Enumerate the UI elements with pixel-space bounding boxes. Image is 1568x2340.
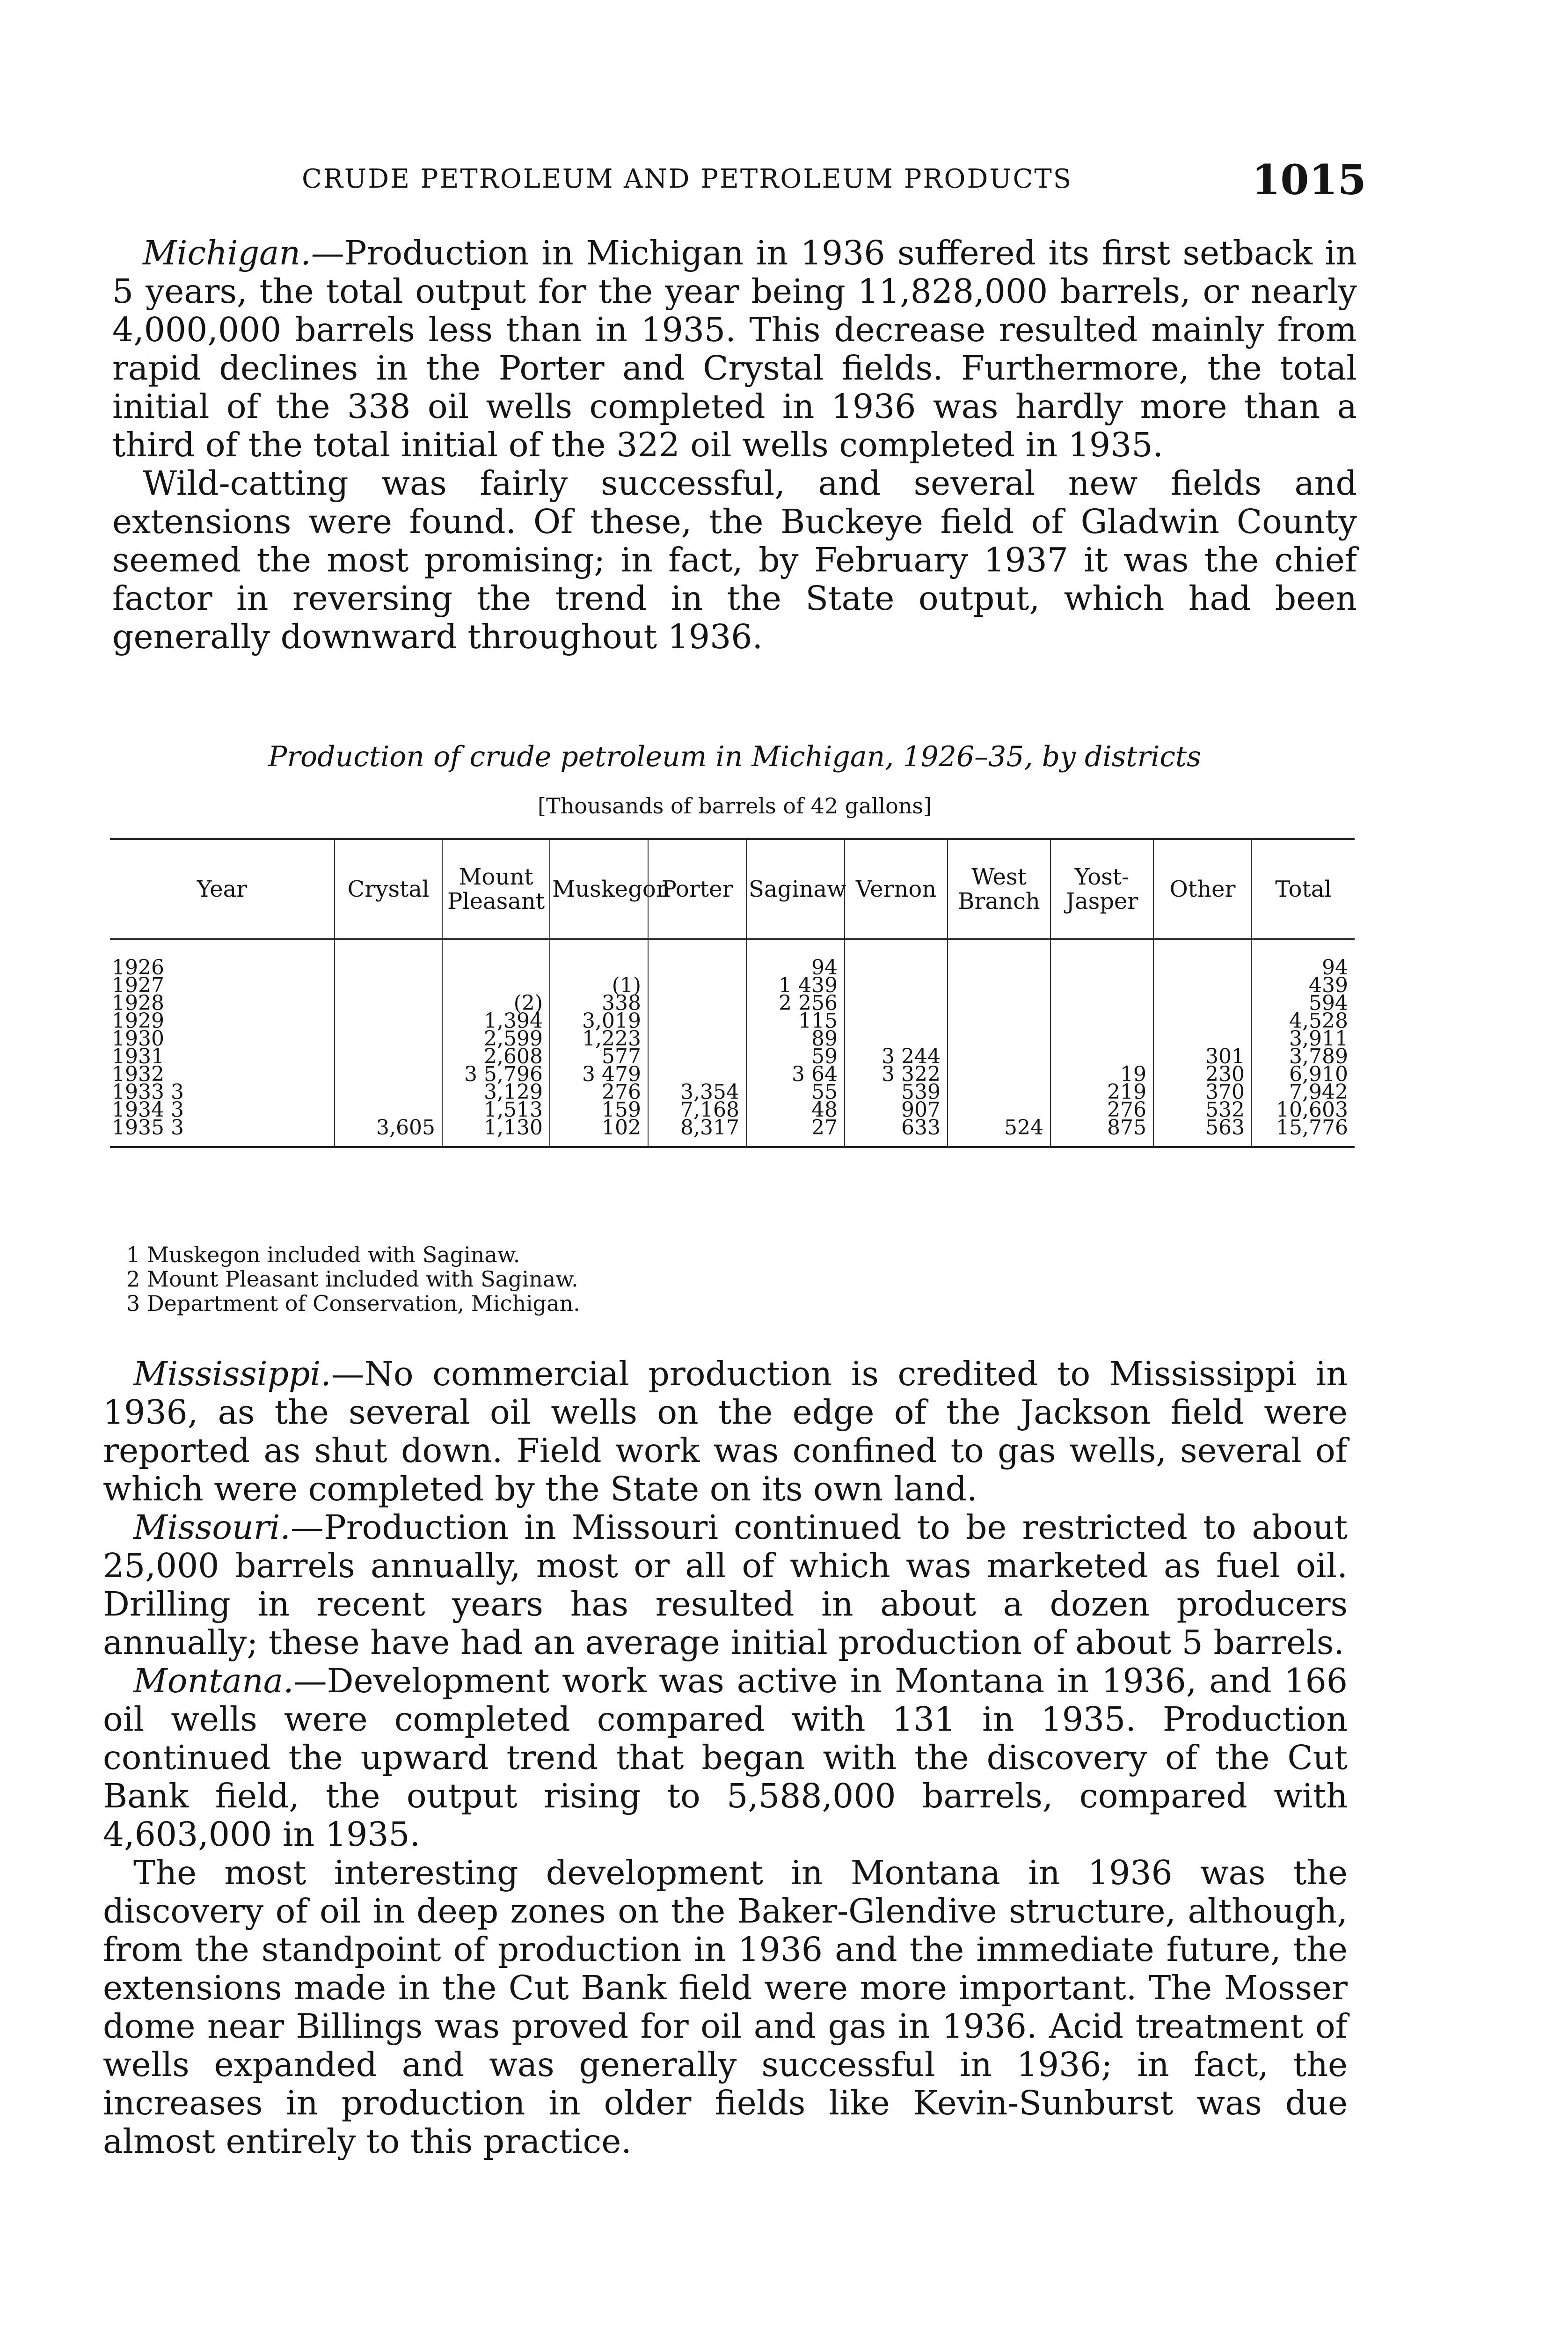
table-cell: 276 <box>550 1083 648 1101</box>
table-cell <box>948 939 1050 977</box>
table-row <box>110 995 1355 1012</box>
table-cell <box>845 939 948 977</box>
table-cell <box>648 995 746 1012</box>
table-cell: 3 244 <box>845 1048 948 1066</box>
table-cell: 1,130 <box>442 1119 550 1147</box>
table-cell <box>335 1030 442 1048</box>
table-cell: 1 439 <box>746 977 845 995</box>
table-cell <box>550 939 648 977</box>
table-cell: 1930 <box>112 1027 164 1051</box>
table-cell <box>335 995 442 1012</box>
table-row <box>110 1119 1355 1147</box>
table-row <box>110 1048 1355 1066</box>
state-heading: Mississippi. <box>133 1354 331 1393</box>
table-cell: 3 5,796 <box>442 1066 550 1083</box>
col-header-yost-jasper: Yost-Jasper <box>1050 839 1153 940</box>
col-header-west-branch: West Branch <box>948 839 1050 940</box>
table-cell: 3 479 <box>550 1066 648 1083</box>
table-cell: 3,789 <box>1252 1048 1355 1066</box>
table-cell <box>1153 995 1252 1012</box>
table-cell: 594 <box>1252 995 1355 1012</box>
table-cell: 3,605 <box>335 1119 442 1147</box>
paragraph-text: Wild-catting was fairly successful, and several new fields and extensions were found. Of these, the Buckeye field of Gladwin County seemed the most promising; in fact, by February 1937 it was the chief factor in reversing the trend in the State output, which had been generally downward throughout 1936. <box>112 464 1357 656</box>
table-cell: 59 <box>746 1048 845 1066</box>
table-cell: 19 <box>1050 1066 1153 1083</box>
table-cell <box>335 1066 442 1083</box>
table-cell <box>1050 1030 1153 1048</box>
table-header-row <box>110 839 1355 940</box>
paragraph-montana-development <box>103 1854 1348 2161</box>
table-cell: 1934 3 <box>112 1098 184 1122</box>
table-cell <box>845 977 948 995</box>
table-cell <box>845 995 948 1012</box>
table-cell: 8,317 <box>648 1119 746 1147</box>
table-cell <box>1050 939 1153 977</box>
table-row <box>110 1030 1355 1048</box>
table-cell <box>335 977 442 995</box>
table-cell: 577 <box>550 1048 648 1066</box>
table-cell: 4,528 <box>1252 1012 1355 1030</box>
table-cell: 439 <box>1252 977 1355 995</box>
table-cell: 7,168 <box>648 1101 746 1119</box>
table-cell <box>1153 977 1252 995</box>
table-caption: Production of crude petroleum in Michigan, 1926–35, by districts <box>268 740 1201 773</box>
table-cell <box>648 1012 746 1030</box>
table-cell: 89 <box>746 1030 845 1048</box>
table-cell: (1) <box>550 977 648 995</box>
col-header-saginaw: Saginaw <box>746 839 845 940</box>
table-cell <box>335 1012 442 1030</box>
table-cell: 15,776 <box>1252 1119 1355 1147</box>
table-cell: 370 <box>1153 1083 1252 1101</box>
table-cell: 539 <box>845 1083 948 1101</box>
table-cell <box>845 1012 948 1030</box>
table-cell: 875 <box>1050 1119 1153 1147</box>
table-cell <box>948 977 1050 995</box>
col-header-other: Other <box>1153 839 1252 940</box>
paragraph-text: —Production in Michigan in 1936 suffered its first setback in 5 years, the total output for the year being 11,828,000 barrels, or nearly 4,000,000 barrels less than in 1935. This decrease resulted mainly from rapid declines in the Porter and Crystal fields. Furthermore, the total initial of the 338 oil wells completed in 1936 was hardly more than a third of the total initial of the 322 oil wells completed in 1935. <box>112 234 1357 464</box>
table-cell: 3,129 <box>442 1083 550 1101</box>
state-heading: Michigan. <box>143 234 311 272</box>
col-header-porter: Porter <box>648 839 746 940</box>
table-footnotes <box>126 1243 580 1316</box>
paragraph-text: —Production in Missouri continued to be restricted to about 25,000 barrels annually, most or all of which was marketed as fuel oil. Drilling in recent years has resulted in about a dozen producers annually; these have had an average initial production of about 5 barrels. <box>103 1508 1348 1662</box>
table-cell: 1935 3 <box>110 1119 335 1147</box>
table-cell: 301 <box>1153 1048 1252 1066</box>
table-cell <box>948 1030 1050 1048</box>
table-cell <box>1050 1012 1153 1030</box>
table-cell: 1926 <box>112 956 164 980</box>
running-title: CRUDE PETROLEUM AND PETROLEUM PRODUCTS <box>302 164 1073 194</box>
table-cell <box>335 939 442 977</box>
table-cell: 1,223 <box>550 1030 648 1048</box>
table-cell: 115 <box>746 1012 845 1030</box>
footnote: 2 Mount Pleasant included with Saginaw. <box>126 1266 578 1292</box>
table-cell <box>442 939 550 977</box>
table-cell <box>648 977 746 995</box>
paragraph-michigan <box>112 234 1357 464</box>
table-cell: 563 <box>1153 1119 1252 1147</box>
table-cell <box>648 1048 746 1066</box>
table-cell: 2,599 <box>442 1030 550 1048</box>
table-cell <box>948 1048 1050 1066</box>
table-cell: 1932 <box>112 1062 164 1086</box>
production-table <box>110 838 1355 1148</box>
table-cell: 159 <box>550 1101 648 1119</box>
page-number: 1015 <box>1252 155 1366 204</box>
table-cell: 3 322 <box>845 1066 948 1083</box>
paragraph-montana <box>103 1662 1348 1854</box>
table-cell: 3,019 <box>550 1012 648 1030</box>
table-cell: 907 <box>845 1101 948 1119</box>
table-cell <box>648 1030 746 1048</box>
table-cell: (2) <box>442 995 550 1012</box>
table-cell: 94 <box>746 939 845 977</box>
table-cell <box>948 1066 1050 1083</box>
col-header-mount-pleasant: Mount Pleasant <box>442 839 550 940</box>
table-cell: 1,394 <box>442 1012 550 1030</box>
col-header-vernon: Vernon <box>845 839 948 940</box>
table-cell: 3,911 <box>1252 1030 1355 1048</box>
table-cell: 6,910 <box>1252 1066 1355 1083</box>
table-cell: 2 256 <box>746 995 845 1012</box>
table-cell: 55 <box>746 1083 845 1101</box>
table-cell: 219 <box>1050 1083 1153 1101</box>
table-cell <box>335 1083 442 1101</box>
table-cell: 633 <box>845 1119 948 1147</box>
text-block-michigan <box>112 234 1357 656</box>
col-header-crystal: Crystal <box>335 839 442 940</box>
table-cell <box>1050 995 1153 1012</box>
table-row <box>110 939 1355 977</box>
paragraph-wildcatting <box>112 464 1357 656</box>
table-cell <box>648 939 746 977</box>
table-subcaption: [Thousands of barrels of 42 gallons] <box>538 793 932 819</box>
table-cell: 1929 <box>112 1009 164 1033</box>
table-cell: 1933 3 <box>112 1080 184 1104</box>
table-cell: 338 <box>550 995 648 1012</box>
table-cell <box>1050 977 1153 995</box>
paragraph-text: —No commercial production is credited to Mississippi in 1936, as the several oil wells on the edge of the Jackson field were reported as shut down. Field work was confined to gas wells, several of which were completed by the State on its own land. <box>103 1354 1348 1508</box>
table-cell: 1931 <box>112 1045 164 1068</box>
table-cell: 230 <box>1153 1066 1252 1083</box>
state-heading: Montana. <box>133 1661 294 1700</box>
table-cell <box>1153 939 1252 977</box>
table-cell <box>948 1012 1050 1030</box>
table-cell: 94 <box>1252 939 1355 977</box>
footnote: 1 Muskegon included with Saginaw. <box>126 1242 520 1267</box>
table-cell: 27 <box>746 1119 845 1147</box>
paragraph-mississippi <box>103 1355 1348 1508</box>
table-cell <box>1153 1012 1252 1030</box>
table-cell: 276 <box>1050 1101 1153 1119</box>
table-cell <box>335 1048 442 1066</box>
text-block-states <box>103 1355 1348 2161</box>
table-cell <box>948 1083 1050 1101</box>
state-heading: Missouri. <box>133 1508 291 1547</box>
table-cell <box>948 995 1050 1012</box>
paragraph-text: The most interesting development in Montana in 1936 was the discovery of oil in deep zones on the Baker-Glendive structure, although, from the standpoint of production in 1936 and the immediate future, the extensions made in the Cut Bank field were more important. The Mosser dome near Billings was proved for oil and gas in 1936. Acid treatment of wells expanded and was generally successful in 1936; in fact, the increases in production in older fields like Kevin-Sunburst was due almost entirely to this practice. <box>103 1853 1348 2161</box>
table-row <box>110 1012 1355 1030</box>
paragraph-text: —Development work was active in Montana in 1936, and 166 oil wells were completed compared with 131 in 1935. Production continued the upward trend that began with the discovery of the Cut Bank field, the output rising to 5,588,000 barrels, compared with 4,603,000 in 1935. <box>103 1661 1348 1854</box>
table-cell: 2,608 <box>442 1048 550 1066</box>
table-cell: 7,942 <box>1252 1083 1355 1101</box>
footnote: 3 Department of Conservation, Michigan. <box>126 1291 580 1316</box>
table-cell: 524 <box>948 1119 1050 1147</box>
table-cell: 3,354 <box>648 1083 746 1101</box>
table-cell: 102 <box>550 1119 648 1147</box>
table-cell: 10,603 <box>1252 1101 1355 1119</box>
table-cell: 48 <box>746 1101 845 1119</box>
col-header-year: Year <box>110 839 335 940</box>
col-header-muskegon: Muskegon <box>550 839 648 940</box>
paragraph-missouri <box>103 1508 1348 1662</box>
table-cell: 1927 <box>112 973 164 997</box>
table-row <box>110 977 1355 995</box>
table-cell: 3 64 <box>746 1066 845 1083</box>
col-header-total: Total <box>1252 839 1355 940</box>
table-cell: 532 <box>1153 1101 1252 1119</box>
table-cell: 1928 <box>112 991 164 1015</box>
table-cell: 1,513 <box>442 1101 550 1119</box>
